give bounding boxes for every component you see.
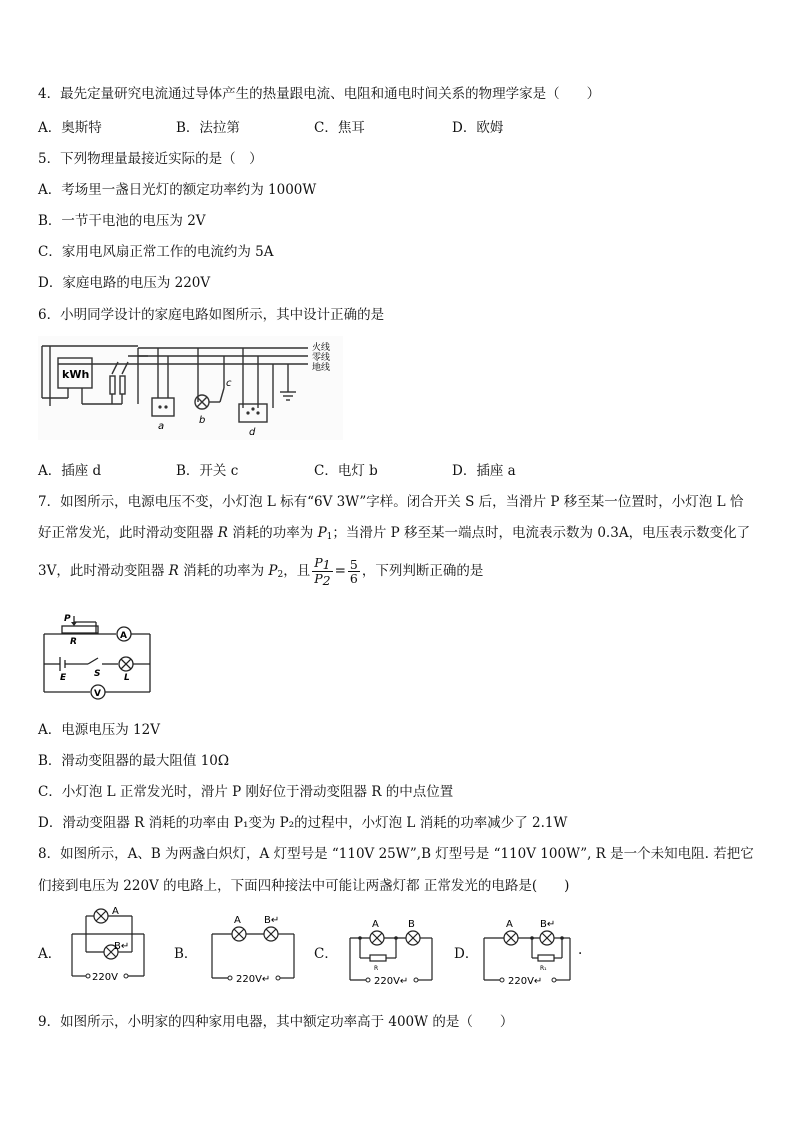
q8-d-voltage-label: 220V↵ xyxy=(508,976,543,987)
q7-option-a: A．电源电压为 12V xyxy=(38,722,160,738)
q8-c-resistor-label: R xyxy=(374,965,379,972)
q7-line-3 xyxy=(38,556,483,587)
q7-option-b: B．滑动变阻器的最大阻值 10Ω xyxy=(38,753,230,769)
q7-ammeter-label: A xyxy=(120,631,127,641)
q6-option-b: B．开关 c xyxy=(176,463,239,479)
q7-label-l: L xyxy=(124,673,130,683)
q4-option-b: B．法拉第 xyxy=(176,120,240,136)
q6-label-b: b xyxy=(199,415,206,426)
q7-line-2-part-b: 消耗的功率为 xyxy=(227,525,318,541)
q5-option-b: B．一节干电池的电压为 2V xyxy=(38,213,206,229)
q7-var-r: R xyxy=(217,525,228,541)
q6-option-c: C．电灯 b xyxy=(314,463,378,479)
q6-stem: 6．小明同学设计的家庭电路如图所示，其中设计正确的是 xyxy=(38,307,385,323)
q7-circuit-figure xyxy=(38,612,156,704)
q7-var-p1: P xyxy=(317,525,327,541)
q6-meter-label: kWh xyxy=(62,368,90,381)
q7-line-2-part-a: 好正常发光，此时滑动变阻器 xyxy=(38,525,218,541)
q4-option-c: C．焦耳 xyxy=(314,120,365,136)
q7-frac-p2: P xyxy=(314,571,323,587)
q7-frac-den-6: 6 xyxy=(349,571,358,587)
q7-line-3-part-c: ，且 xyxy=(283,563,311,580)
q7-option-d: D．滑动变阻器 R 消耗的功率由 P₁变为 P₂的过程中，小灯泡 L 消耗的功率减少了 2.1W xyxy=(38,815,568,831)
q8-line-2: 们接到电压为 220V 的电路上，下面四种接法中可能让两盏灯都 正常发光的电路是( ) xyxy=(38,878,570,894)
q8-d-lamp-a-label: A xyxy=(506,919,513,930)
q8-b-lamp-b-label: B↵ xyxy=(264,915,280,926)
q7-frac-sub2: 2 xyxy=(322,573,331,589)
q8-circuit-c xyxy=(344,910,440,988)
q7-line-3-part-a: 3V，此时滑动变阻器 xyxy=(38,563,169,580)
q7-label-s: S xyxy=(94,669,101,679)
q8-b-lamp-a-label: A xyxy=(234,915,241,926)
q4-stem: 4．最先定量研究电流通过导体产生的热量跟电流、电阻和通电时间关系的物理学家是（ ） xyxy=(38,86,601,102)
q4-option-d: D．欧姆 xyxy=(452,120,504,136)
q6-label-d: d xyxy=(249,427,256,438)
q7-frac-num-5: 5 xyxy=(349,557,358,572)
q7-line-3-part-b: 消耗的功率为 xyxy=(178,563,269,580)
q7-voltmeter-label: V xyxy=(94,689,101,699)
q8-option-c-label: C． xyxy=(314,946,338,962)
q8-circuit-a xyxy=(64,906,154,986)
q6-neutral-wire-label: 零线 xyxy=(312,353,331,363)
q7-sub-2: 2 xyxy=(277,570,284,581)
q7-var-r-2: R xyxy=(168,563,179,580)
q8-line-1: 8．如图所示，A、B 为两盏白炽灯，A 灯型号是 “110V 25W”,B 灯型号是 “110V 100W”, R 是一个未知电阻. 若把它 xyxy=(38,846,754,862)
q6-household-circuit-figure xyxy=(38,336,343,440)
q8-d-resistor-label: R₁ xyxy=(540,965,547,972)
q6-label-c: c xyxy=(226,378,232,389)
q7-equals: = xyxy=(334,563,346,580)
q8-a-lamp-b-label: B↵ xyxy=(114,941,130,952)
q5-option-c: C．家用电风扇正常工作的电流约为 5A xyxy=(38,244,274,260)
q6-ground-wire-label: 地线 xyxy=(312,363,331,373)
q7-line-2 xyxy=(38,521,750,542)
q8-c-voltage-label: 220V↵ xyxy=(374,976,409,987)
q8-option-d-label: D． xyxy=(454,946,479,962)
q7-label-p: P xyxy=(64,614,71,624)
q8-c-lamp-b-label: B xyxy=(408,919,415,930)
q6-option-a: A．插座 d xyxy=(38,463,102,479)
q8-option-a-label: A． xyxy=(38,946,62,962)
q6-live-wire-label: 火线 xyxy=(312,343,331,353)
q8-b-voltage-label: 220V↵ xyxy=(236,974,271,985)
q7-option-c: C．小灯泡 L 正常发光时，滑片 P 刚好位于滑动变阻器 R 的中点位置 xyxy=(38,784,454,800)
q8-circuit-b xyxy=(206,910,302,986)
q7-frac-p1: P xyxy=(314,555,323,570)
q7-line-3-part-d: ，下列判断正确的是 xyxy=(361,563,484,580)
q5-option-d: D．家庭电路的电压为 220V xyxy=(38,275,211,291)
q7-ratio-fraction xyxy=(312,556,332,587)
q4-option-a: A．奥斯特 xyxy=(38,120,102,136)
q9-stem: 9．如图所示，小明家的四种家用电器，其中额定功率高于 400W 的是（ ） xyxy=(38,1014,514,1030)
q8-circuit-d xyxy=(478,910,578,988)
q7-value-fraction xyxy=(348,558,360,585)
q8-d-lamp-b-label: B↵ xyxy=(540,919,556,930)
q8-c-lamp-a-label: A xyxy=(372,919,379,930)
q7-line-2-part-c: ；当滑片 P 移至某一端点时，电流表示数为 0.3A，电压表示数变化了 xyxy=(332,525,751,541)
q7-line-1: 7．如图所示，电源电压不变，小灯泡 L 标有“6V 3W”字样。闭合开关 S 后，当滑片 P 移至某一位置时，小灯泡 L 恰 xyxy=(38,494,744,510)
q8-a-voltage-label: 220V xyxy=(92,972,118,983)
q7-var-p2: P xyxy=(268,563,278,580)
q6-label-a: a xyxy=(158,421,165,432)
q7-frac-sub1: 1 xyxy=(322,557,331,572)
q7-label-r: R xyxy=(70,637,77,647)
q8-a-lamp-a-label: A xyxy=(112,906,119,917)
q8-end-mark: . xyxy=(578,942,583,958)
q6-option-d: D．插座 a xyxy=(452,463,516,479)
q5-stem: 5．下列物理量最接近实际的是（ ） xyxy=(38,151,263,167)
q7-label-e: E xyxy=(60,673,67,683)
q7-sub-1: 1 xyxy=(326,532,333,542)
q5-option-a: A．考场里一盏日光灯的额定功率约为 1000W xyxy=(38,182,317,198)
q8-option-b-label: B． xyxy=(174,946,198,962)
